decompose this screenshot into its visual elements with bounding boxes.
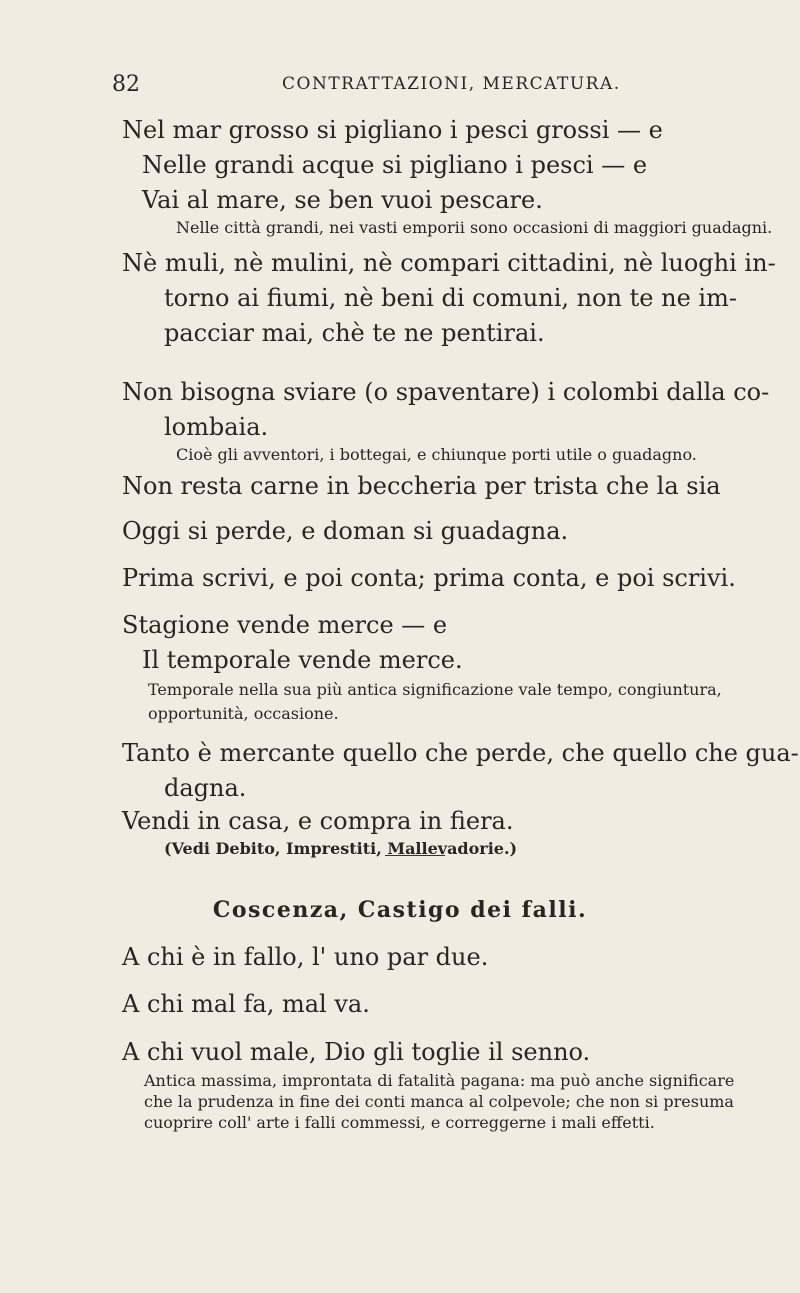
proverb-block (122, 469, 760, 504)
proverb-line: Non bisogna sviare (o spaventare) i colombi dalla co- (122, 378, 770, 406)
proverb-line: Non resta carne in beccheria per trista che la sia (122, 472, 721, 500)
note-line: Antica massima, improntata di fatalità pagana: ma può anche significare (144, 1071, 735, 1090)
explanatory-note: Nelle città grandi, nei vasti emporii sono occasioni di maggiori guadagni. (176, 218, 773, 237)
proverb-block (122, 987, 760, 1022)
page-header (112, 72, 740, 102)
proverb-block (122, 804, 760, 858)
proverb-line: Nelle grandi acque si pigliano i pesci — e (142, 151, 648, 179)
section-title: Coscenza, Castigo dei falli. (212, 897, 588, 923)
proverb-line: Prima scrivi, e poi conta; prima conta, e poi scrivi. (122, 564, 736, 592)
proverb-line: Nel mar grosso si pigliano i pesci grossi — e (122, 116, 663, 144)
proverb-line: A chi vuol male, Dio gli toglie il senno. (122, 1038, 591, 1066)
section-divider (385, 855, 445, 856)
proverb-line: Tanto è mercante quello che perde, che quello che gua- (122, 739, 799, 767)
page-number: 82 (112, 72, 140, 97)
proverb-line: torno ai fiumi, nè beni di comuni, non te ne im- (164, 284, 737, 312)
proverb-block (122, 1035, 760, 1133)
proverb-block (122, 246, 776, 351)
proverb-line: Vai al mare, se ben vuoi pescare. (142, 186, 543, 214)
proverb-line: pacciar mai, chè te ne pentirai. (164, 319, 545, 347)
note-line: Temporale nella sua più antica significazione vale tempo, congiuntura, (148, 680, 722, 699)
note-line: cuoprire coll' arte i falli commessi, e correggerne i mali effetti. (144, 1113, 655, 1132)
proverb-line: A chi mal fa, mal va. (122, 990, 370, 1018)
proverb-block (122, 561, 760, 596)
proverb-line: dagna. (164, 774, 247, 802)
proverb-line: Vendi in casa, e compra in fiera. (122, 807, 514, 835)
proverb-line: lombaia. (164, 413, 269, 441)
explanatory-note (122, 678, 760, 726)
proverb-line: Il temporale vende merce. (142, 646, 463, 674)
proverb-line: Oggi si perde, e doman si guadagna. (122, 517, 569, 545)
explanatory-note (122, 1070, 760, 1133)
proverb-block (122, 736, 799, 806)
proverb-block (122, 608, 760, 726)
proverb-block (122, 514, 760, 549)
running-head: CONTRATTAZIONI, MERCATURA. (282, 74, 621, 94)
proverb-block (122, 375, 770, 465)
see-also-reference: (Vedi Debito, Imprestiti, Mallevadorie.) (164, 839, 518, 858)
note-line: che la prudenza in fine dei conti manca al colpevole; che non si presuma (144, 1092, 734, 1111)
proverb-block (122, 940, 760, 975)
proverb-line: Stagione vende merce — e (122, 611, 448, 639)
proverb-block (122, 113, 773, 238)
proverb-line: Nè muli, nè mulini, nè compari cittadini, nè luoghi in- (122, 249, 776, 277)
proverb-line: A chi è in fallo, l' uno par due. (122, 943, 489, 971)
explanatory-note: Cioè gli avventori, i bottegai, e chiunque porti utile o guadagno. (176, 445, 697, 464)
note-line: opportunità, occasione. (148, 704, 339, 723)
